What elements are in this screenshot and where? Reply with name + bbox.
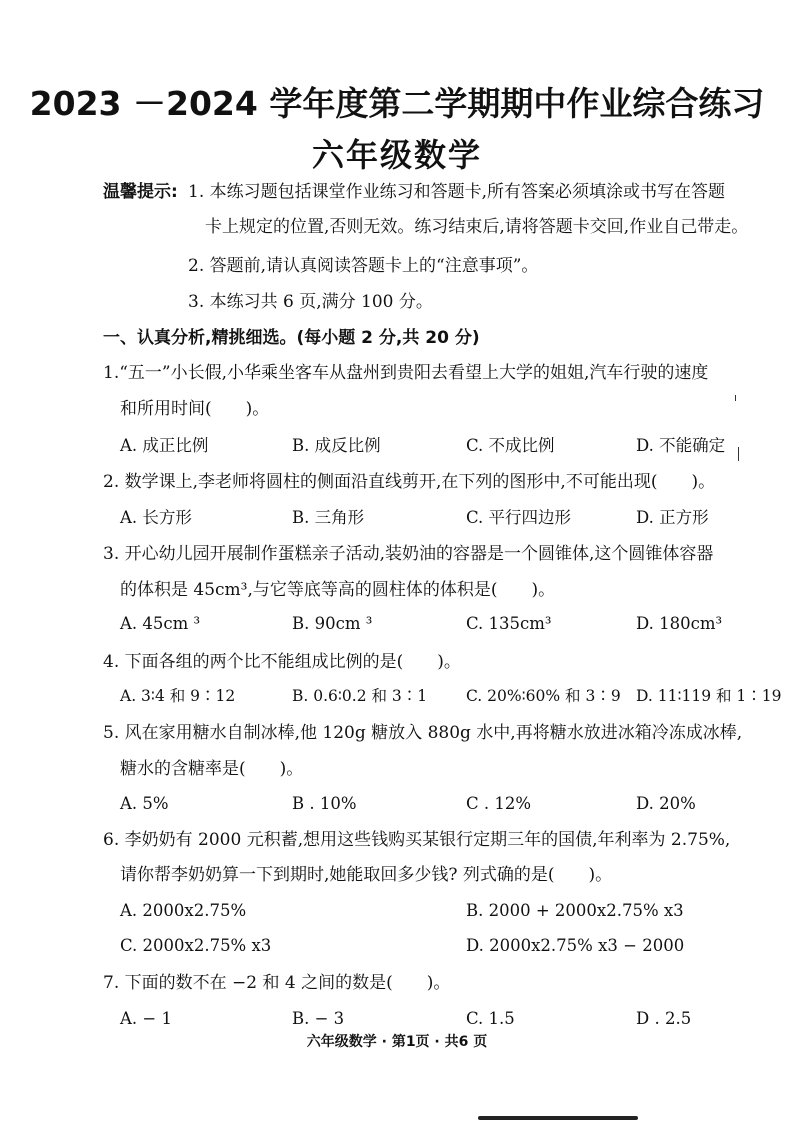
option-d: D. 11∶119 和 1∶19: [636, 687, 782, 705]
notice-item-1: 1. 本练习题包括课堂作业练习和答题卡,所有答案必须填涂或书写在答题: [188, 182, 726, 202]
question-text: 3. 开心幼儿园开展制作蛋糕亲子活动,装奶油的容器是一个圆锥体,这个圆锥体容器: [103, 544, 714, 564]
question-text: 和所用时间( )。: [120, 399, 270, 419]
option-a: A. 3∶4 和 9∶12: [120, 687, 236, 705]
notice-item-1-cont: 卡上规定的位置,否则无效。练习结束后,请将答题卡交回,作业自己带走。: [205, 217, 749, 237]
option-b: B. 0.6∶0.2 和 3∶1: [292, 687, 428, 705]
question-text: 7. 下面的数不在 −2 和 4 之间的数是( )。: [103, 973, 451, 993]
question-text: 1.“五一”小长假,小华乘坐客车从盘州到贵阳去看望上大学的姐姐,汽车行驶的速度: [103, 363, 709, 383]
notice-item-3: 3. 本练习共 6 页,满分 100 分。: [188, 292, 433, 312]
question-text: 糖水的含糖率是( )。: [120, 759, 304, 779]
option-a: A. 5%: [120, 794, 169, 813]
page-title: 2023 －2024 学年度第二学期期中作业综合练习: [29, 84, 765, 123]
scan-mark: [738, 447, 739, 461]
question-text: 5. 风在家用糖水自制冰棒,他 120g 糖放入 880g 水中,再将糖水放进冰箱冷冻成冰棒,: [103, 723, 743, 743]
option-d: D. 180cm³: [636, 614, 723, 633]
option-c: C. 20%∶60% 和 3∶9: [466, 687, 621, 705]
notice-label: 温馨提示:: [103, 182, 178, 202]
option-b: B. − 3: [292, 1009, 345, 1028]
option-b: B. 2000 + 2000x2.75% x3: [466, 901, 684, 920]
option-a: A. 2000x2.75%: [120, 901, 247, 920]
option-d: D. 20%: [636, 794, 696, 813]
option-c: C. 1.5: [466, 1009, 515, 1028]
option-c: C. 平行四边形: [466, 508, 572, 527]
option-d: D. 2000x2.75% x3 − 2000: [466, 936, 685, 955]
option-d: D. 不能确定: [636, 436, 726, 455]
page-footer: 六年级数学 · 第1页 · 共6 页: [306, 1034, 488, 1050]
option-a: A. 成正比例: [120, 436, 209, 455]
page-subtitle: 六年级数学: [311, 136, 482, 174]
option-a: A. 长方形: [120, 508, 192, 527]
question-text: 请你帮李奶奶算一下到期时,她能取回多少钱? 列式确的是( )。: [120, 865, 613, 885]
option-b: B. 三角形: [292, 508, 365, 527]
option-b: B. 90cm ³: [292, 614, 373, 633]
question-text: 4. 下面各组的两个比不能组成比例的是( )。: [103, 652, 461, 672]
option-a: A. 45cm ³: [120, 614, 201, 633]
option-c: C . 12%: [466, 794, 532, 813]
question-text: 的体积是 45cm³,与它等底等高的圆柱体的体积是( )。: [120, 580, 556, 600]
option-c: C. 135cm³: [466, 614, 552, 633]
option-a: A. − 1: [120, 1009, 172, 1028]
option-c: C. 不成比例: [466, 436, 555, 455]
option-d: D . 2.5: [636, 1009, 692, 1028]
question-text: 2. 数学课上,李老师将圆柱的侧面沿直线剪开,在下列的图形中,不可能出现( )。: [103, 472, 716, 492]
scan-line: [478, 1116, 638, 1120]
option-b: B . 10%: [292, 794, 357, 813]
question-text: 6. 李奶奶有 2000 元积蓄,想用这些钱购买某银行定期三年的国债,年利率为 2.75%,: [103, 830, 731, 850]
option-d: D. 正方形: [636, 508, 709, 527]
scan-mark: [735, 395, 736, 401]
section-title: 一、认真分析,精挑细选。(每小题 2 分,共 20 分): [103, 328, 480, 348]
notice-item-2: 2. 答题前,请认真阅读答题卡上的“注意事项”。: [188, 256, 539, 276]
option-b: B. 成反比例: [292, 436, 381, 455]
option-c: C. 2000x2.75% x3: [120, 936, 272, 955]
